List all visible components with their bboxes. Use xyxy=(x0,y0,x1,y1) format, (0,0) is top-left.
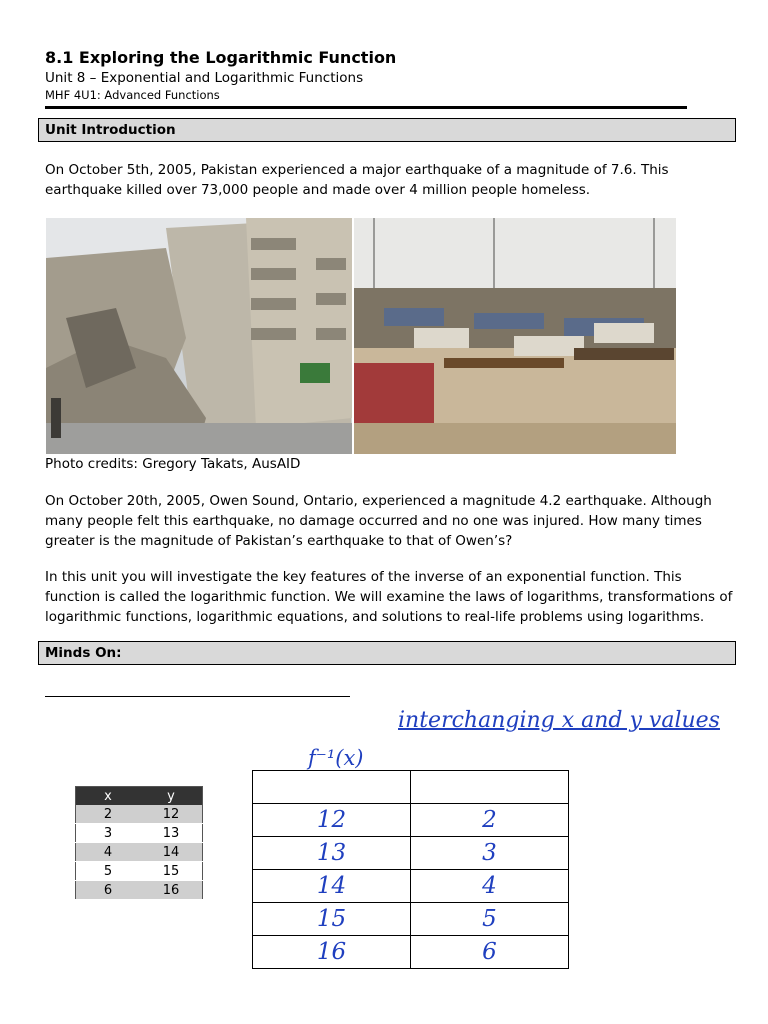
inverse-cell-x[interactable]: 14 xyxy=(253,870,411,903)
answer-blank-line xyxy=(45,696,350,697)
owen-sound-paragraph: On October 20th, 2005, Owen Sound, Ontario, experienced a magnitude 4.2 earthquake. Although many people felt this earthquake, no damage occurred and no one was injured. How many times greater is the magnitude of Pakistan’s earthquake to that of Owen’s? xyxy=(45,493,712,549)
table-row xyxy=(76,805,203,824)
cell-x: 6 xyxy=(76,881,141,900)
table-row xyxy=(253,936,569,969)
table-row xyxy=(253,870,569,903)
table-row xyxy=(253,903,569,936)
table-row xyxy=(76,862,203,881)
inverse-label: f⁻¹(x) xyxy=(308,746,364,770)
section-unit-introduction: Unit Introduction xyxy=(38,118,736,142)
inverse-table xyxy=(252,770,569,969)
intro-paragraph: On October 5th, 2005, Pakistan experienced a major earthquake of a magnitude of 7.6. This earthquake killed over 73,000 people and made over 4 million people homeless. xyxy=(45,162,669,198)
unit-overview-paragraph: In this unit you will investigate the key features of the inverse of an exponential function. This function is called the logarithmic function. We will examine the laws of logarithms, transformations of logarithmic functions, logarithmic equations, and solutions to real-life problems using logarithms. xyxy=(45,569,733,625)
inverse-header-row xyxy=(253,771,569,804)
relief-camp-photo xyxy=(354,218,676,454)
inverse-header-cell[interactable] xyxy=(253,771,411,804)
inverse-cell-y[interactable]: 6 xyxy=(411,936,569,969)
course-code: MHF 4U1: Advanced Functions xyxy=(45,88,220,102)
table-row xyxy=(76,881,203,900)
inverse-cell-y[interactable]: 2 xyxy=(411,804,569,837)
table-row xyxy=(76,824,203,843)
cell-x: 5 xyxy=(76,862,141,881)
inverse-cell-y[interactable]: 4 xyxy=(411,870,569,903)
cell-y: 15 xyxy=(140,862,203,881)
table-row xyxy=(76,843,203,862)
inverse-cell-x[interactable]: 13 xyxy=(253,837,411,870)
section-minds-on: Minds On: xyxy=(38,641,736,665)
table-row xyxy=(253,837,569,870)
header-y: y xyxy=(140,787,203,806)
cell-x: 3 xyxy=(76,824,141,843)
cell-y: 14 xyxy=(140,843,203,862)
photo-credits: Photo credits: Gregory Takats, AusAID xyxy=(45,456,301,472)
cell-x: 2 xyxy=(76,805,141,824)
header-x: x xyxy=(76,787,141,806)
function-table xyxy=(75,786,203,900)
cell-y: 16 xyxy=(140,881,203,900)
page-title: 8.1 Exploring the Logarithmic Function xyxy=(45,48,397,67)
inverse-cell-x[interactable]: 15 xyxy=(253,903,411,936)
inverse-cell-x[interactable]: 12 xyxy=(253,804,411,837)
cell-y: 13 xyxy=(140,824,203,843)
inverse-cell-x[interactable]: 16 xyxy=(253,936,411,969)
header-divider xyxy=(45,106,687,109)
handwritten-note: interchanging x and y values xyxy=(398,708,720,733)
cell-y: 12 xyxy=(140,805,203,824)
cell-x: 4 xyxy=(76,843,141,862)
inverse-cell-y[interactable]: 5 xyxy=(411,903,569,936)
collapsed-building-photo xyxy=(46,218,352,454)
table-row xyxy=(253,804,569,837)
unit-subtitle: Unit 8 – Exponential and Logarithmic Functions xyxy=(45,70,364,86)
inverse-header-cell[interactable] xyxy=(411,771,569,804)
inverse-cell-y[interactable]: 3 xyxy=(411,837,569,870)
